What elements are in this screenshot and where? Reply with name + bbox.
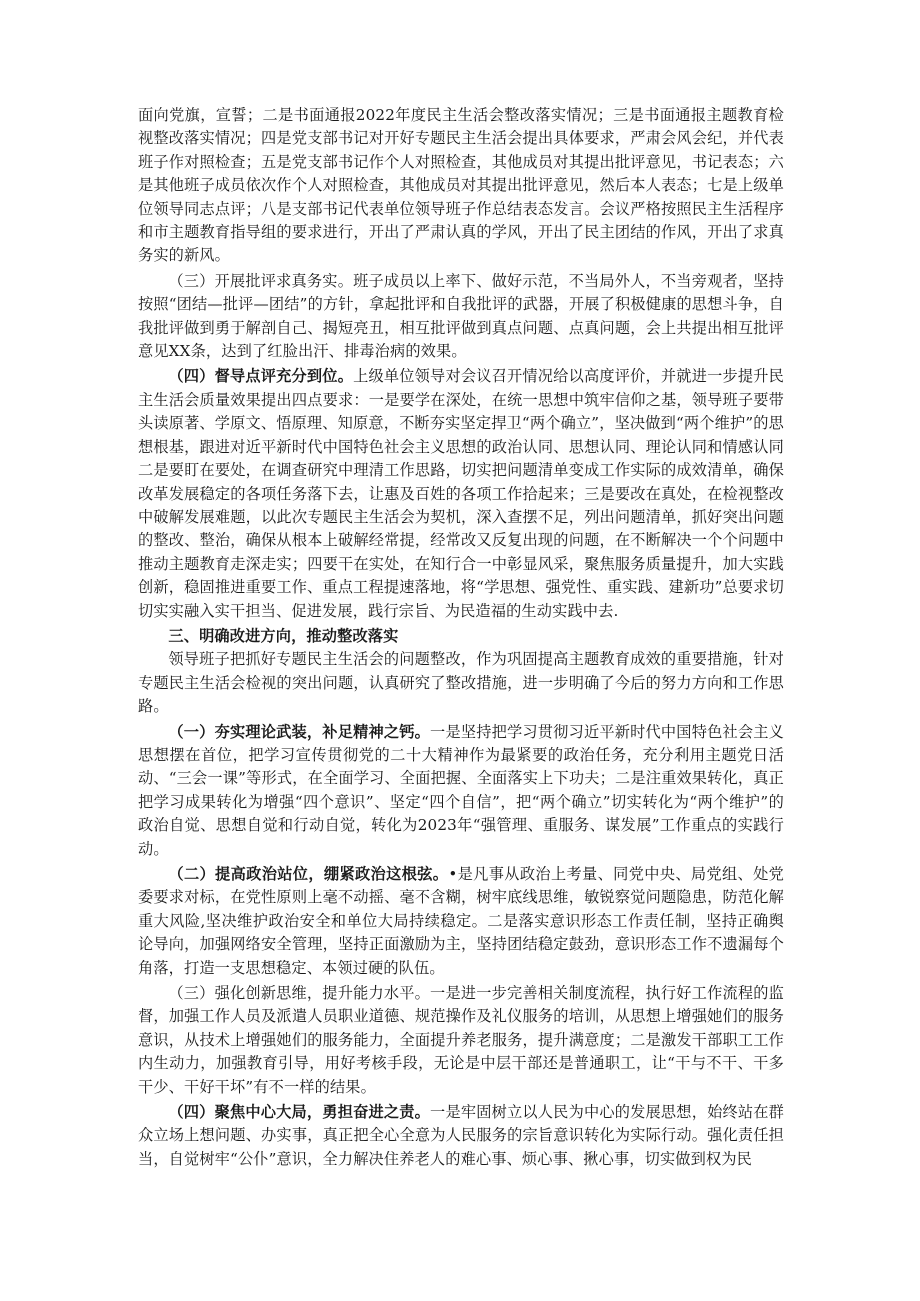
paragraph-lead-bold: （一）夯实理论武装，补足精神之钙。 — [168, 722, 431, 741]
document-body — [138, 104, 784, 1171]
section-heading-improvement — [138, 625, 784, 648]
paragraph-body: •是凡事从政治上考量、同党中央、局党组、处党委要求对标，在党性原则上毫不动摇、毫不含糊，树牢底线思维，敏锐察觉问题隐患，防范化解重大风险,坚决维护政治安全和单位大局持续稳定。二是落实意识形态工作责任制，坚持正确舆论导向，加强网络安全管理，坚持正面激励为主，坚持团结稳定鼓劲，意识形态工作不遗漏每个角落，打造一支思想稳定、本领过硬的队伍。 — [138, 865, 784, 977]
paragraph-lead-bold: （四）聚焦中心大局，勇担奋进之责。 — [168, 1103, 431, 1122]
paragraph-body: 一是坚持把学习贯彻习近平新时代中国特色社会主义思想摆在首位，把学习宣传贯彻党的二十大精神作为最紧要的政治任务，充分利用主题党日活动、“三会一课”等形式，在全面学习、全面把握、全面落实上下功夫；二是注重效果转化，真正把学习成果转化为增强“四个意识”、坚定“四个自信”，把“两个确立”切实转化为“两个维护”的政治自觉、思想自觉和行动自觉，转化为2023年“强管理、重服务、谋发展”工作重点的实践行动。 — [138, 722, 784, 858]
paragraph-body: 上级单位领导对会议召开情况给以高度评价，并就进一步提升民主生活会质量效果提出四点要求：一是要学在深处，在统一思想中筑牢信仰之基，领导班子要带头读原著、学原文、悟原理、知原意，不断夯实坚定捍卫“两个确立”，坚决做到“两个维护”的思想根基，跟进对近平新时代中国特色社会主义思想的政治认同、思想认同、理论认同和情感认同 二是要盯在要处，在调查研究中理清工作思路，切实把问题清单变成工作实际的成效清单，确保改革发展稳定的各项任务落下去，让惠及百姓的各项工作拾起来；三是要改在真处，在检视整改中破解发展难题，以此次专题民主生活会为契机，深入查摆不足，列出问题清单，抓好突出问题的整改、整治，确保从根本上破解经常提，经常改又反复出现的问题，在不断解决一个个问题中推动主题教育走深走实；四要干在实处，在知行合一中彰显风采，聚焦服务质量提升，加大实践创新，稳固推进重要工作、重点工程提速落地，将“学思想、强党性、重实践、建新功”总要求切切实实融入实干担当、促进发展，践行宗旨、为民造福的生动实践中去. — [138, 367, 784, 620]
paragraph-supervision — [138, 365, 784, 622]
paragraph-meeting-procedure: 面向党旗，宣誓；二是书面通报2022年度民主生活会整改落实情况；三是书面通报主题教育检视整改落实情况；四是党支部书记对开好专题民主生活会提出具体要求，严肃会风会纪，并代表班子作对照检查；五是党支部书记作个人对照检查，其他成员对其提出批评意见，书记表态；六是其他班子成员依次作个人对照检查，其他成员对其提出批评意见，然后本人表态；七是上级单位领导同志点评；八是支部书记代表单位领导班子作总结表态发言。会议严格按照民主生活程序和市主题教育指导组的要求进行，开出了严肃认真的学风，开出了民主团结的作风，开出了求真务实的新风。 — [138, 106, 784, 265]
paragraph-lead-bold: （四）督导点评充分到位。 — [168, 367, 354, 386]
paragraph-theory — [138, 721, 784, 861]
section-heading-text: 三、明确改进方向，推动整改落实 — [168, 626, 399, 645]
paragraph-innovation: （三）强化创新思维，提升能力水平。一是进一步完善相关制度流程，执行好工作流程的监督，加强工作人员及派遣人员职业道德、规范操作及礼仪服务的培训，从思想上增强她们的服务意识，从技术上增强她们的服务能力，全面提升养老服务，提升满意度；二是激发干部职工工作内生动力，加强教育引导，用好考核手段，无论是中层干部还是普通职工，让“干与不干、干多干少、干好干坏”有不一样的结果。 — [138, 984, 784, 1096]
paragraph-lead-bold: （二）提高政治站位，绷紧政治这根弦。 — [168, 865, 449, 883]
paragraph-politics — [138, 863, 784, 980]
paragraph-body: 一是牢固树立以人民为中心的发展思想，始终站在群众立场上想问题、办实事，真正把全心全意为人民服务的宗旨意识转化为实际行动。强化责任担当，自觉树牢“公仆”意识，全力解决住养老人的难心事、烦心事、揪心事，切实做到权为民 — [138, 1103, 784, 1168]
paragraph-responsibility — [138, 1101, 784, 1171]
paragraph-rectification-intro: 领导班子把抓好专题民主生活会的问题整改，作为巩固提高主题教育成效的重要措施，针对专题民主生活会检视的突出问题，认真研究了整改措施，进一步明确了今后的努力方向和工作思路。 — [138, 650, 784, 716]
paragraph-criticism: （三）开展批评求真务实。班子成员以上率下、做好示范，不当局外人，不当旁观者，坚持按照“团结—批评—团结”的方针，拿起批评和自我批评的武器，开展了积极健康的思想斗争，自我批评做到勇于解剖自己、揭短亮丑，相互批评做到真点问题、点真问题，会上共提出相互批评意见XX条，达到了红脸出汗、排毒治病的效果。 — [138, 271, 784, 361]
